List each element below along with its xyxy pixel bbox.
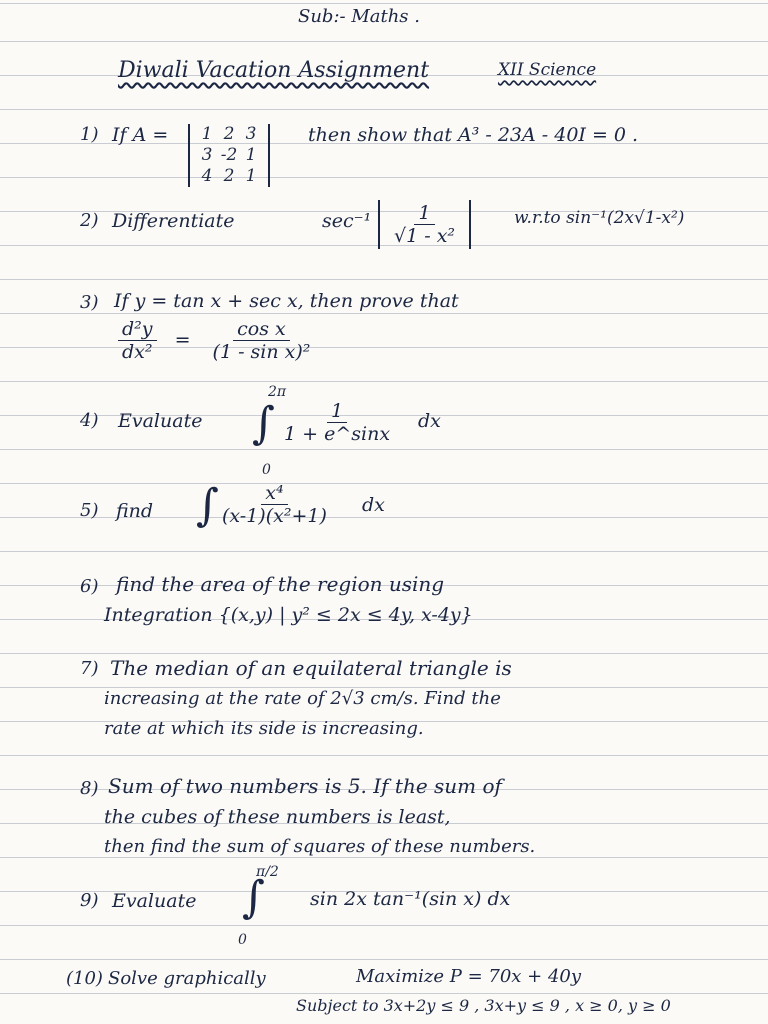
q6-number: 6)	[80, 576, 99, 597]
q1-text: If A =	[112, 124, 169, 146]
q2-fraction	[378, 200, 471, 249]
assignment-title: Diwali Vacation Assignment	[118, 58, 430, 83]
q4-number: 4)	[80, 410, 99, 431]
q9-upper-limit: π/2	[256, 864, 279, 880]
integral-sign: ∫	[196, 480, 219, 531]
q5-number: 5)	[80, 500, 99, 521]
q4-dx: dx	[418, 410, 441, 432]
q8-number: 8)	[80, 778, 99, 799]
q7-line3: rate at which its side is increasing.	[104, 718, 424, 739]
q4-fraction	[280, 400, 394, 445]
q5-dx: dx	[362, 494, 385, 516]
q3-rhs-num: cos x	[233, 318, 290, 341]
q4-lower-limit: 0	[262, 462, 271, 478]
integral-sign: ∫	[242, 872, 265, 923]
matrix-cell: -2	[220, 145, 238, 165]
q3-lhs-num: d²y	[118, 318, 157, 341]
q9-text: Evaluate	[112, 890, 197, 912]
q4-upper-limit: 2π	[268, 384, 287, 400]
q2-number: 2)	[80, 210, 99, 231]
q2-func: sec⁻¹	[322, 210, 372, 232]
subject-heading: Sub:- Maths .	[298, 6, 420, 27]
q6-line1: find the area of the region using	[116, 572, 445, 596]
q6-line2: Integration {(x,y) | y² ≤ 2x ≤ 4y, x-4y}	[104, 604, 473, 626]
matrix-cell: 4	[201, 166, 213, 186]
q8-line1: Sum of two numbers is 5. If the sum of	[108, 774, 502, 798]
matrix-cell: 1	[245, 166, 257, 186]
q1-matrix	[188, 124, 270, 187]
matrix-cell: 2	[223, 166, 235, 186]
q9-lower-limit: 0	[238, 932, 247, 948]
matrix-cell: 3	[245, 124, 257, 144]
matrix-cell: 3	[201, 145, 213, 165]
matrix-cell: 2	[223, 124, 235, 144]
q7-line1: The median of an equilateral triangle is	[110, 656, 512, 680]
q8-line2: the cubes of these numbers is least,	[104, 806, 451, 828]
matrix-cell: 1	[245, 145, 257, 165]
q4-denominator: 1 + e^sinx	[284, 423, 391, 445]
q9-integrand: sin 2x tan⁻¹(sin x) dx	[310, 888, 511, 910]
q5-fraction	[218, 482, 331, 527]
q1-tail: then show that A³ - 23A - 40I = 0 .	[308, 124, 639, 146]
q10-objective: Maximize P = 70x + 40y	[356, 966, 582, 987]
q5-denominator: (x-1)(x²+1)	[222, 505, 327, 527]
q7-number: 7)	[80, 658, 99, 679]
q1-number: 1)	[80, 124, 99, 145]
q9-number: 9)	[80, 890, 99, 911]
integral-sign: ∫	[252, 398, 275, 449]
q4-numerator: 1	[327, 400, 347, 423]
class-label: XII Science	[498, 60, 597, 80]
q2-text: Differentiate	[112, 210, 235, 232]
q10-number: (10)	[66, 968, 103, 989]
q3-lhs-den: dx²	[122, 341, 153, 363]
q2-numerator: 1	[414, 202, 434, 225]
q5-numerator: x⁴	[261, 482, 287, 505]
q10-text: Solve graphically	[108, 968, 266, 989]
q8-line3: then find the sum of squares of these numbers.	[104, 836, 536, 857]
q10-constraints: Subject to 3x+2y ≤ 9 , 3x+y ≤ 9 , x ≥ 0, y ≥ 0	[296, 996, 671, 1015]
q3-rhs-den: (1 - sin x)²	[212, 341, 311, 363]
q3-number: 3)	[80, 292, 99, 313]
q2-denominator: √1 - x²	[394, 225, 456, 247]
q7-line2: increasing at the rate of 2√3 cm/s. Find the	[104, 688, 501, 709]
matrix-cell: 1	[201, 124, 213, 144]
equals-sign: =	[174, 328, 191, 351]
q3-equation	[118, 318, 314, 363]
q2-tail: w.r.to sin⁻¹(2x√1-x²)	[514, 208, 685, 228]
q3-text: If y = tan x + sec x, then prove that	[114, 290, 459, 312]
q5-text: find	[116, 500, 154, 522]
q4-text: Evaluate	[118, 410, 203, 432]
